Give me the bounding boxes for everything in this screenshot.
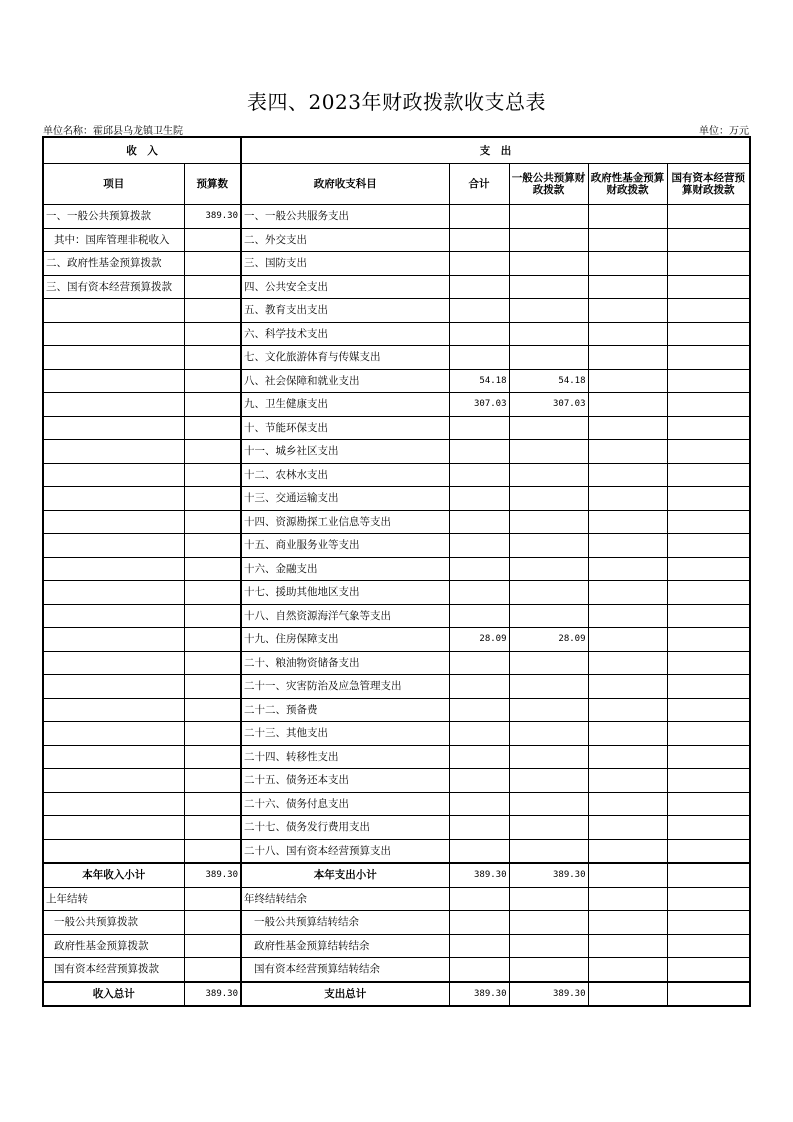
table-row (43, 581, 750, 605)
expense-subject: 十二、农林水支出 (241, 463, 449, 487)
expense-state (667, 628, 750, 652)
col-state-header: 国有资本经营预算财政拨款 (667, 164, 750, 205)
carry-expense-fund (588, 958, 667, 982)
carry-expense-fund (588, 911, 667, 935)
expense-total: 54.18 (449, 369, 509, 393)
income-total-label: 收入总计 (43, 982, 184, 1007)
expense-fund (588, 698, 667, 722)
income-budget (184, 510, 241, 534)
expense-general (509, 510, 588, 534)
expense-state (667, 651, 750, 675)
table-row (43, 722, 750, 746)
carry-expense-fund (588, 934, 667, 958)
income-budget (184, 769, 241, 793)
carry-row (43, 934, 750, 958)
expense-fund (588, 487, 667, 511)
expense-subtotal-fund (588, 863, 667, 887)
income-budget (184, 252, 241, 276)
carry-row (43, 958, 750, 982)
expense-state (667, 299, 750, 323)
income-item (43, 628, 184, 652)
expense-total: 28.09 (449, 628, 509, 652)
expense-general (509, 745, 588, 769)
carry-expense-item: 年终结转结余 (241, 887, 449, 911)
expense-total (449, 416, 509, 440)
expense-state (667, 839, 750, 863)
expense-fund (588, 393, 667, 417)
expense-subject: 五、教育支出支出 (241, 299, 449, 323)
expense-total (449, 745, 509, 769)
income-item (43, 769, 184, 793)
expense-general (509, 252, 588, 276)
expense-general (509, 463, 588, 487)
expense-fund (588, 369, 667, 393)
col-general-header: 一般公共预算财政拨款 (509, 164, 588, 205)
expense-state (667, 275, 750, 299)
income-item (43, 510, 184, 534)
expense-general (509, 792, 588, 816)
expense-fund (588, 322, 667, 346)
expense-total (449, 346, 509, 370)
expense-state (667, 816, 750, 840)
col-budget-header: 预算数 (184, 164, 241, 205)
expense-subject: 十一、城乡社区支出 (241, 440, 449, 464)
expense-total (449, 792, 509, 816)
expense-state (667, 463, 750, 487)
expense-total (449, 651, 509, 675)
expense-subject: 九、卫生健康支出 (241, 393, 449, 417)
expense-state (667, 205, 750, 229)
income-item: 三、国有资本经营预算拨款 (43, 275, 184, 299)
income-budget (184, 393, 241, 417)
expense-state (667, 581, 750, 605)
expense-general (509, 440, 588, 464)
table-row (43, 393, 750, 417)
expense-general (509, 675, 588, 699)
table-row (43, 769, 750, 793)
carry-row (43, 911, 750, 935)
expense-subject: 二十四、转移性支出 (241, 745, 449, 769)
expense-total (449, 299, 509, 323)
expense-general (509, 816, 588, 840)
expense-general (509, 346, 588, 370)
expense-state (667, 745, 750, 769)
expense-general (509, 604, 588, 628)
carry-expense-state (667, 911, 750, 935)
income-budget (184, 534, 241, 558)
expense-general (509, 205, 588, 229)
income-budget (184, 463, 241, 487)
income-item (43, 839, 184, 863)
table-row (43, 416, 750, 440)
expense-total (449, 205, 509, 229)
income-item: 一、一般公共预算拨款 (43, 205, 184, 229)
table-row (43, 228, 750, 252)
carry-expense-total (449, 934, 509, 958)
carry-income-item: 一般公共预算拨款 (43, 911, 184, 935)
expense-subject: 六、科学技术支出 (241, 322, 449, 346)
carry-expense-total (449, 911, 509, 935)
income-budget (184, 416, 241, 440)
income-item (43, 581, 184, 605)
expense-fund (588, 463, 667, 487)
expense-general (509, 769, 588, 793)
expense-subject: 七、文化旅游体育与传媒支出 (241, 346, 449, 370)
carry-row (43, 887, 750, 911)
expense-state (667, 252, 750, 276)
income-item (43, 722, 184, 746)
income-item (43, 816, 184, 840)
expense-state (667, 792, 750, 816)
expense-fund (588, 769, 667, 793)
carry-expense-item: 国有资本经营预算结转结余 (241, 958, 449, 982)
carry-expense-total (449, 958, 509, 982)
expense-state (667, 722, 750, 746)
income-budget (184, 698, 241, 722)
expense-subject: 二十二、预备费 (241, 698, 449, 722)
expense-general (509, 416, 588, 440)
expense-general: 28.09 (509, 628, 588, 652)
income-budget (184, 440, 241, 464)
expense-total-state (667, 982, 750, 1007)
carry-income-item: 国有资本经营预算拨款 (43, 958, 184, 982)
expense-subject: 二十八、国有资本经营预算支出 (241, 839, 449, 863)
carry-income-item: 政府性基金预算拨款 (43, 934, 184, 958)
total-row (43, 982, 750, 1007)
expense-total (449, 675, 509, 699)
table-row (43, 510, 750, 534)
carry-income-value (184, 911, 241, 935)
table-row (43, 651, 750, 675)
expense-state (667, 487, 750, 511)
expense-state (667, 369, 750, 393)
expense-total (449, 816, 509, 840)
table-row (43, 322, 750, 346)
expense-state (667, 440, 750, 464)
table-row (43, 252, 750, 276)
carry-expense-state (667, 887, 750, 911)
page-title: 表四、2023年财政拨款收支总表 (247, 90, 546, 114)
income-item: 其中：国库管理非税收入 (43, 228, 184, 252)
carry-expense-item: 一般公共预算结转结余 (241, 911, 449, 935)
unit-name: 单位名称：霍邱县乌龙镇卫生院 (43, 126, 183, 137)
expense-subject: 十六、金融支出 (241, 557, 449, 581)
expense-general: 307.03 (509, 393, 588, 417)
income-item: 二、政府性基金预算拨款 (43, 252, 184, 276)
expense-general (509, 534, 588, 558)
expense-total (449, 463, 509, 487)
expense-general (509, 651, 588, 675)
expense-state (667, 675, 750, 699)
income-item (43, 440, 184, 464)
table-row (43, 440, 750, 464)
income-budget (184, 628, 241, 652)
income-header: 收 入 (43, 137, 241, 164)
income-subtotal-label: 本年收入小计 (43, 863, 184, 887)
table-row (43, 675, 750, 699)
expense-header: 支 出 (241, 137, 750, 164)
income-item (43, 651, 184, 675)
expense-fund (588, 651, 667, 675)
income-budget (184, 369, 241, 393)
expense-state (667, 557, 750, 581)
income-item (43, 346, 184, 370)
income-budget (184, 604, 241, 628)
income-budget (184, 792, 241, 816)
expense-fund (588, 839, 667, 863)
income-subtotal-value: 389.30 (184, 863, 241, 887)
table-row (43, 299, 750, 323)
expense-general (509, 275, 588, 299)
expense-fund (588, 346, 667, 370)
income-item (43, 698, 184, 722)
expense-subject: 二、外交支出 (241, 228, 449, 252)
income-budget (184, 557, 241, 581)
expense-state (667, 393, 750, 417)
expense-total (449, 722, 509, 746)
expense-total (449, 581, 509, 605)
expense-total-fund (588, 982, 667, 1007)
expense-fund (588, 440, 667, 464)
expense-general (509, 487, 588, 511)
income-budget (184, 745, 241, 769)
expense-total-label: 支出总计 (241, 982, 449, 1007)
income-item (43, 322, 184, 346)
col-item-header: 项目 (43, 164, 184, 205)
carry-income-value (184, 887, 241, 911)
expense-general (509, 839, 588, 863)
expense-subject: 二十六、债务付息支出 (241, 792, 449, 816)
table-row (43, 463, 750, 487)
income-budget (184, 228, 241, 252)
expense-fund (588, 675, 667, 699)
income-item (43, 416, 184, 440)
expense-subject: 二十一、灾害防治及应急管理支出 (241, 675, 449, 699)
table-row (43, 604, 750, 628)
income-budget (184, 322, 241, 346)
income-budget (184, 581, 241, 605)
income-budget (184, 651, 241, 675)
table-row (43, 275, 750, 299)
expense-subject: 十三、交通运输支出 (241, 487, 449, 511)
expense-subject: 八、社会保障和就业支出 (241, 369, 449, 393)
expense-total (449, 275, 509, 299)
table-row (43, 816, 750, 840)
expense-total (449, 487, 509, 511)
income-budget (184, 346, 241, 370)
expense-subject: 四、公共安全支出 (241, 275, 449, 299)
header-row-1 (43, 137, 750, 164)
expense-fund (588, 534, 667, 558)
carry-expense-general (509, 887, 588, 911)
expense-general: 54.18 (509, 369, 588, 393)
expense-state (667, 534, 750, 558)
table-row (43, 369, 750, 393)
income-item (43, 792, 184, 816)
expense-fund (588, 816, 667, 840)
expense-fund (588, 275, 667, 299)
expense-fund (588, 299, 667, 323)
expense-state (667, 228, 750, 252)
expense-state (667, 510, 750, 534)
col-subject-header: 政府收支科目 (241, 164, 449, 205)
expense-subject: 二十、粮油物资储备支出 (241, 651, 449, 675)
table-row (43, 745, 750, 769)
expense-subject: 十八、自然资源海洋气象等支出 (241, 604, 449, 628)
income-item (43, 534, 184, 558)
income-item (43, 463, 184, 487)
income-item (43, 369, 184, 393)
income-item (43, 299, 184, 323)
table-row (43, 534, 750, 558)
expense-fund (588, 628, 667, 652)
header-row-2 (43, 164, 750, 205)
expense-fund (588, 252, 667, 276)
expense-fund (588, 510, 667, 534)
expense-total-general: 389.30 (509, 982, 588, 1007)
expense-total (449, 252, 509, 276)
expense-total (449, 557, 509, 581)
table-row (43, 698, 750, 722)
expense-state (667, 322, 750, 346)
expense-total (449, 440, 509, 464)
expense-subject: 十九、住房保障支出 (241, 628, 449, 652)
expense-subject: 二十五、债务还本支出 (241, 769, 449, 793)
income-budget (184, 675, 241, 699)
carry-expense-state (667, 934, 750, 958)
table-row (43, 839, 750, 863)
expense-total (449, 769, 509, 793)
carry-income-value (184, 958, 241, 982)
expense-general (509, 581, 588, 605)
expense-fund (588, 557, 667, 581)
expense-subtotal-total: 389.30 (449, 863, 509, 887)
expense-state (667, 769, 750, 793)
income-item (43, 745, 184, 769)
expense-subject: 十七、援助其他地区支出 (241, 581, 449, 605)
expense-total: 307.03 (449, 393, 509, 417)
expense-total (449, 534, 509, 558)
unit-measure: 单位：万元 (699, 126, 749, 137)
income-item (43, 675, 184, 699)
income-budget (184, 275, 241, 299)
expense-total (449, 228, 509, 252)
income-item (43, 557, 184, 581)
table-row (43, 346, 750, 370)
expense-subject: 二十三、其他支出 (241, 722, 449, 746)
income-item (43, 604, 184, 628)
expense-subject: 三、国防支出 (241, 252, 449, 276)
expense-state (667, 416, 750, 440)
expense-fund (588, 604, 667, 628)
expense-state (667, 604, 750, 628)
expense-fund (588, 416, 667, 440)
expense-fund (588, 745, 667, 769)
expense-total (449, 510, 509, 534)
expense-fund (588, 228, 667, 252)
income-item (43, 393, 184, 417)
income-budget (184, 487, 241, 511)
table-row (43, 487, 750, 511)
expense-fund (588, 722, 667, 746)
expense-general (509, 698, 588, 722)
carry-expense-fund (588, 887, 667, 911)
expense-general (509, 557, 588, 581)
table-row (43, 557, 750, 581)
carry-income-item: 上年结转 (43, 887, 184, 911)
carry-expense-general (509, 934, 588, 958)
col-fund-header: 政府性基金预算财政拨款 (588, 164, 667, 205)
budget-table (42, 136, 751, 1007)
expense-subject: 十五、商业服务业等支出 (241, 534, 449, 558)
income-budget (184, 299, 241, 323)
expense-fund (588, 205, 667, 229)
expense-total-total: 389.30 (449, 982, 509, 1007)
expense-total (449, 322, 509, 346)
expense-state (667, 698, 750, 722)
income-item (43, 487, 184, 511)
carry-expense-item: 政府性基金预算结转结余 (241, 934, 449, 958)
expense-total (449, 604, 509, 628)
expense-fund (588, 581, 667, 605)
income-budget: 389.30 (184, 205, 241, 229)
subtotal-row (43, 863, 750, 887)
expense-subject: 二十七、债务发行费用支出 (241, 816, 449, 840)
carry-income-value (184, 934, 241, 958)
income-total-value: 389.30 (184, 982, 241, 1007)
table-row (43, 205, 750, 229)
expense-general (509, 299, 588, 323)
expense-general (509, 322, 588, 346)
expense-subject: 一、一般公共服务支出 (241, 205, 449, 229)
carry-expense-state (667, 958, 750, 982)
income-budget (184, 816, 241, 840)
income-budget (184, 722, 241, 746)
carry-expense-general (509, 911, 588, 935)
expense-general (509, 228, 588, 252)
expense-subtotal-label: 本年支出小计 (241, 863, 449, 887)
table-row (43, 792, 750, 816)
carry-expense-total (449, 887, 509, 911)
expense-subject: 十四、资源勘探工业信息等支出 (241, 510, 449, 534)
expense-general (509, 722, 588, 746)
expense-fund (588, 792, 667, 816)
expense-subject: 十、节能环保支出 (241, 416, 449, 440)
expense-subtotal-general: 389.30 (509, 863, 588, 887)
carry-expense-general (509, 958, 588, 982)
income-budget (184, 839, 241, 863)
expense-subtotal-state (667, 863, 750, 887)
expense-total (449, 698, 509, 722)
table-row (43, 628, 750, 652)
expense-state (667, 346, 750, 370)
col-total-header: 合计 (449, 164, 509, 205)
expense-total (449, 839, 509, 863)
